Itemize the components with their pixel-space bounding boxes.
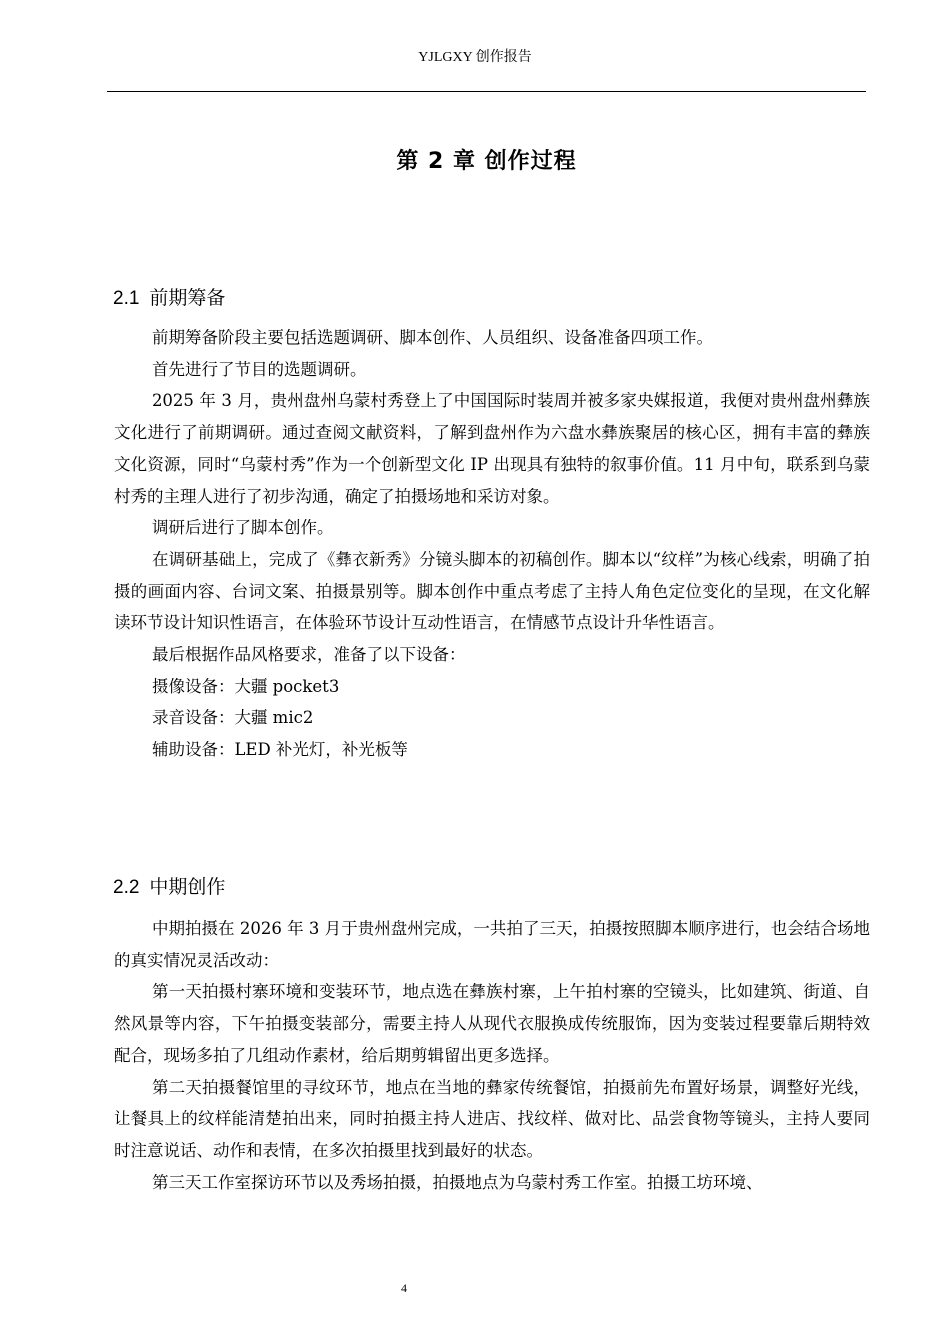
paragraph: 2025 年 3 月，贵州盘州乌蒙村秀登上了中国国际时装周并被多家央媒报道，我便对贵州盘州彝族文化进行了前期调研。通过查阅文献资料，了解到盘州作为六盘水彝族聚居的核心区，拥有丰富的彝族文化资源，同时“乌蒙村秀”作为一个创新型文化 IP 出现具有独特的叙事价值。11 月中旬，联系到乌蒙村秀的主理人进行了初步沟通，确定了拍摄场地和采访对象。 — [114, 391, 870, 506]
paragraph: 第二天拍摄餐馆里的寻纹环节，地点在当地的彝家传统餐馆，拍摄前先布置好场景，调整好光线，让餐具上的纹样能清楚拍出来，同时拍摄主持人进店、找纹样、做对比、品尝食物等镜头，主持人要同时注意说话、动作和表情，在多次拍摄里找到最好的状态。 — [114, 1077, 870, 1160]
section-number: 2.2 — [113, 877, 140, 898]
section-number: 2.1 — [113, 288, 140, 309]
equipment-item: 摄像设备：大疆 pocket3 — [151, 676, 340, 696]
header-rule — [107, 91, 866, 92]
chapter-title: 第 2 章 创作过程 — [396, 149, 577, 174]
equipment-item: 辅助设备：LED 补光灯，补光板等 — [151, 740, 408, 760]
paragraph: 第一天拍摄村寨环境和变装环节，地点选在彝族村寨，上午拍村寨的空镜头，比如建筑、街道、自然风景等内容，下午拍摄变装部分，需要主持人从现代衣服换成传统服饰，因为变装过程要靠后期特效配合，现场多拍了几组动作素材，给后期剪辑留出更多选择。 — [114, 982, 870, 1065]
paragraph: 在调研基础上，完成了《彝衣新秀》分镜头脚本的初稿创作。脚本以“纹样”为核心线索，明确了拍摄的画面内容、台词文案、拍摄景别等。脚本创作中重点考虑了主持人角色定位变化的呈现，在文化解读环节设计知识性语言，在体验环节设计互动性语言，在情感节点设计升华性语言。 — [114, 549, 870, 633]
running-header: YJLGXY 创作报告 — [418, 50, 532, 65]
page-number: 4 — [401, 1281, 407, 1295]
paragraph: 第三天工作室探访环节以及秀场拍摄，拍摄地点为乌蒙村秀工作室。拍摄工坊环境、 — [151, 1172, 763, 1192]
paragraph: 前期筹备阶段主要包括选题调研、脚本创作、人员组织、设备准备四项工作。 — [151, 328, 713, 347]
section-title: 中期创作 — [149, 876, 226, 898]
paragraph: 中期拍摄在 2026 年 3 月于贵州盘州完成，一共拍了三天，拍摄按照脚本顺序进行，也会结合场地的真实情况灵活改动： — [114, 919, 870, 970]
paragraph: 调研后进行了脚本创作。 — [151, 518, 334, 538]
paragraph: 最后根据作品风格要求，准备了以下设备： — [151, 645, 466, 665]
section-heading-2-1 — [113, 284, 225, 313]
section-2-1-body — [114, 322, 870, 766]
equipment-item: 录音设备：大疆 mic2 — [151, 708, 314, 728]
section-2-2-body — [114, 913, 870, 1198]
section-title: 前期筹备 — [149, 287, 226, 309]
paragraph: 首先进行了节目的选题调研。 — [151, 359, 367, 379]
section-heading-2-2 — [113, 873, 225, 902]
